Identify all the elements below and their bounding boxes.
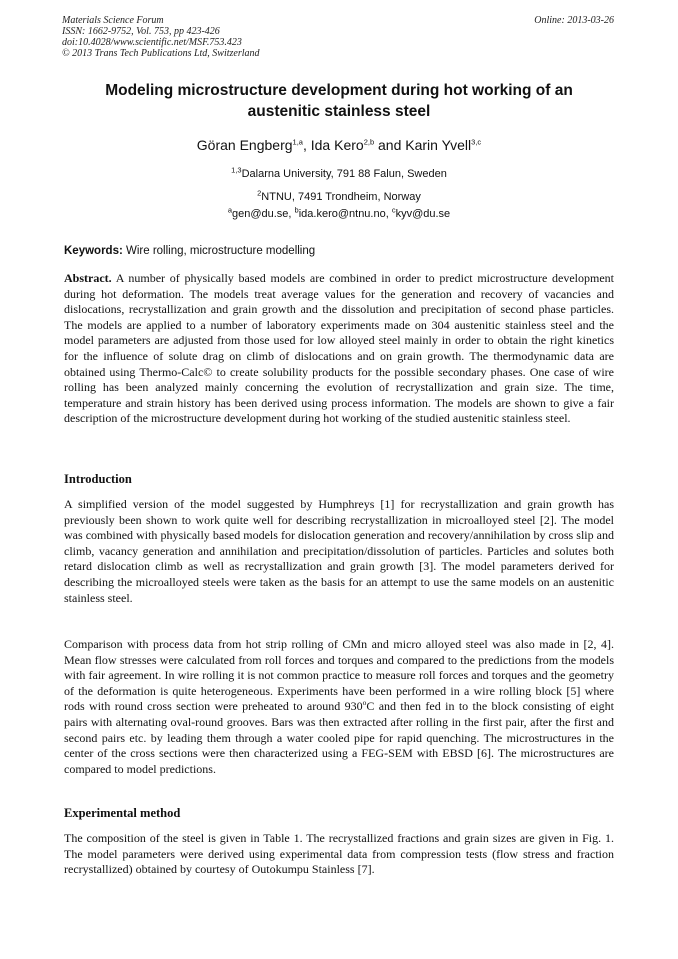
keywords-text: Wire rolling, microstructure modelling xyxy=(122,245,316,257)
affiliation-2 xyxy=(60,190,618,204)
intro-p2-text-a: Comparison with process data from hot strip rolling of CMn and micro alloyed steel was also made in [2, 4]. Mean flow stresses were calculated from roll forces and torques and compared to the predictions from the models with fair agreement. In wire rolling it is not common practice to measure roll forces and torques and the geometry of the deformation is quite heterogeneous. Experiments have been performed in a wire rolling block [5] where rods with round cross section were preheated to around 930 xyxy=(64,637,614,714)
email-line xyxy=(60,207,618,221)
journal-name: Materials Science Forum xyxy=(62,15,164,26)
introduction-paragraph-1: A simplified version of the model suggested by Humphreys [1] for recrystallization and grain growth has previously been shown to work quite well for describing recrystallization in microalloyed steel [2]. The model was combined with physically based models for dislocation generation and recovery/annihilation by cross slip and climb, vacancy generation and annihilation and precipitation/dissolution of particles. Particles and solutes both retard dislocation climb as well as recrystallization and grain growth [3]. The model parameters derived for describing the microalloyed steels were taken as the basis for an attempt to use the same models on an austenitic stainless steel. xyxy=(64,497,614,605)
title-line-2: austenitic stainless steel xyxy=(247,103,431,120)
affiliation-1-text: Dalarna University, 791 88 Falun, Sweden xyxy=(241,168,447,180)
email-c[interactable]: kyv@du.se xyxy=(395,208,451,220)
email-a-sup: a xyxy=(227,205,232,215)
keywords xyxy=(64,245,315,257)
issn-line: ISSN: 1662-9752, Vol. 753, pp 423-426 xyxy=(62,26,220,37)
affiliation-2-text: NTNU, 7491 Trondheim, Norway xyxy=(261,191,421,203)
doi-line[interactable]: doi:10.4028/www.scientific.net/MSF.753.423 xyxy=(62,37,242,48)
author-3-sup: 3,c xyxy=(471,137,482,147)
intro-p2-text-b: C and then fed in to the block consisting of eight pairs with alternating oval-round grooves. Bars was then extracted after rolling in the first pair, after the first and second pairs etc. by leading them through a water cooled pipe for rapid quenching. The microstructures in the center of the cross sections were then characterized using a FEG-SEM with EBSD [6]. The microstructures are compared to model predictions. xyxy=(64,699,614,776)
author-2: Ida Kero xyxy=(310,137,364,153)
copyright-line: © 2013 Trans Tech Publications Ltd, Switzerland xyxy=(62,48,260,59)
affiliation-2-sup: 2 xyxy=(257,188,262,198)
email-c-sup: c xyxy=(391,205,396,215)
introduction-heading: Introduction xyxy=(64,472,132,486)
experimental-heading: Experimental method xyxy=(64,806,181,820)
email-b-sup: b xyxy=(294,205,299,215)
author-list xyxy=(60,136,618,154)
paper-title xyxy=(60,80,618,122)
email-b[interactable]: ida.kero@ntnu.no, xyxy=(298,208,392,220)
author-1: Göran Engberg xyxy=(196,137,293,153)
journal-header xyxy=(62,15,260,59)
author-separator: and xyxy=(374,137,406,153)
affiliation-1-sup: 1,3 xyxy=(231,165,242,175)
title-line-1: Modeling microstructure development during hot working of an xyxy=(105,82,573,99)
keywords-label: Keywords: xyxy=(64,245,123,257)
abstract xyxy=(64,271,614,427)
affiliation-1 xyxy=(60,167,618,181)
email-a[interactable]: gen@du.se, xyxy=(232,208,295,220)
online-date: Online: 2013-03-26 xyxy=(534,15,614,26)
introduction-paragraph-2 xyxy=(64,637,614,777)
abstract-label: Abstract. xyxy=(64,271,112,285)
degree-sup: o xyxy=(362,698,367,708)
author-separator: , xyxy=(302,137,311,153)
author-3: Karin Yvell xyxy=(405,137,472,153)
experimental-paragraph-1: The composition of the steel is given in Table 1. The recrystallized fractions and grain sizes are given in Fig. 1. The model parameters were derived using experimental data from compression tests (flow stress and fraction recrystallized) obtained by courtesy of Outokumpu Stainless [7]. xyxy=(64,831,614,877)
author-1-sup: 1,a xyxy=(292,137,303,147)
abstract-text: A number of physically based models are combined in order to predict microstructure development during hot deformation. The models treat average values for the generation and recovery of vacancies and dislocations, recrystallization and grain growth and the dissolution and precipitation of second phase particles. The models are applied to a number of laboratory experiments made on 304 austenitic stainless steel and the model parameters are adjusted from those used for low alloyed steel mainly in order to obtain the right kinetics for the influence of solute drag on climb of dislocations and on grain growth. The thermodynamic data are obtained using Thermo-Calc© to create solubility products for the possible secondary phases. One case of wire rolling has been analyzed mainly concerning the evolution of recrystallization and grain size. The time, temperature and strain history has been derived using process information. The models are shown to give a fair description of the microstructure development during hot working of the studied austenitic stainless steel. xyxy=(64,271,614,426)
author-2-sup: 2,b xyxy=(363,137,375,147)
